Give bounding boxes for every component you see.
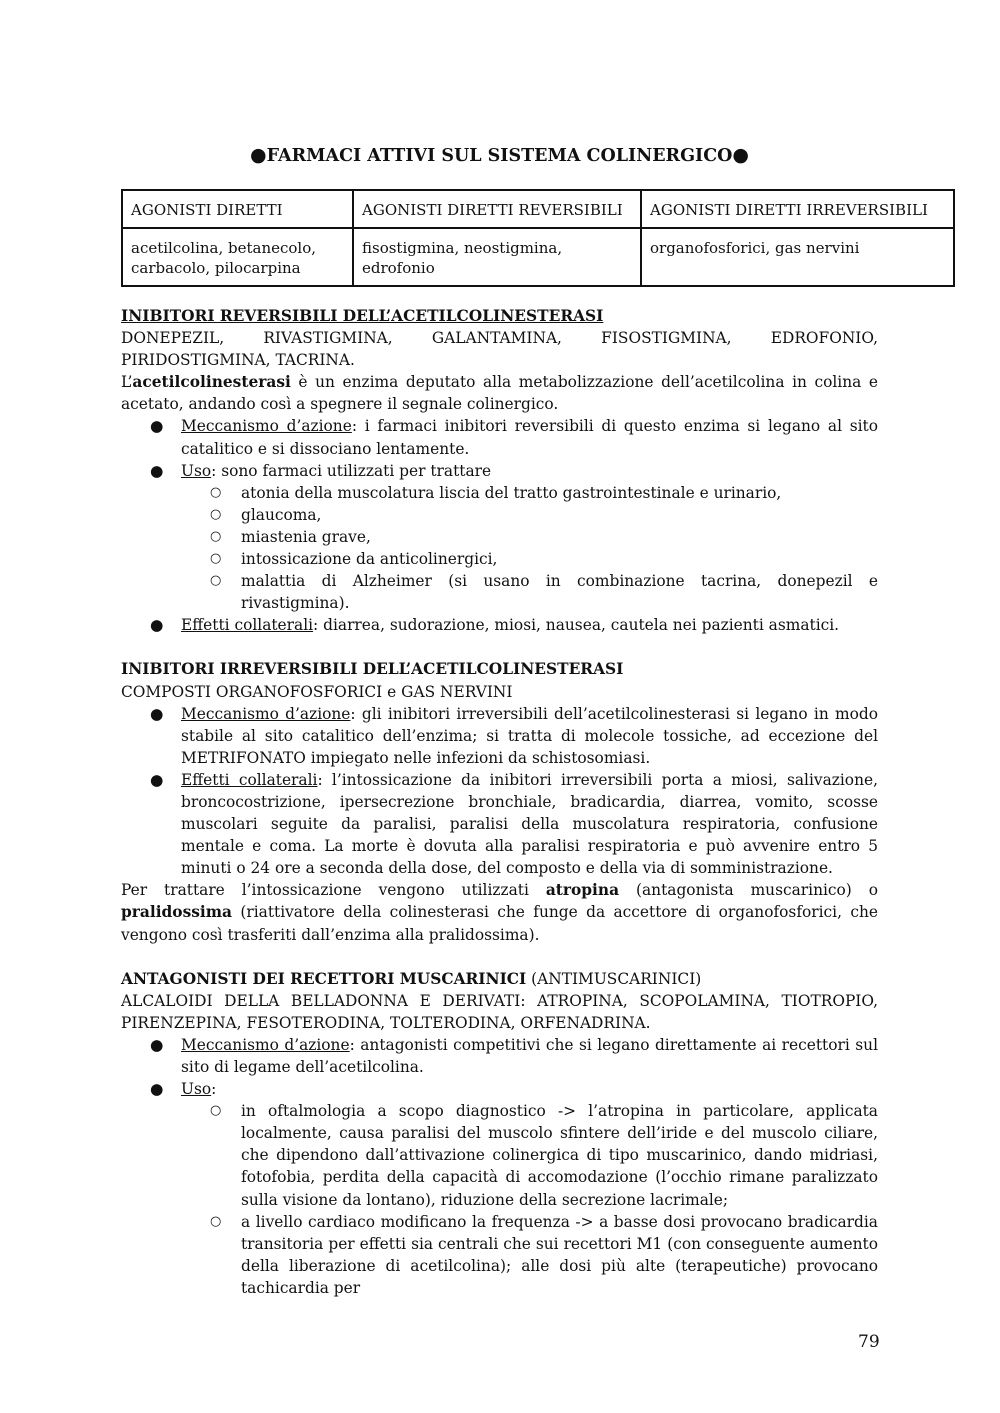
sub-list-item: ○ intossicazione da anticolinergici, [181, 548, 878, 570]
agonists-table [121, 189, 955, 287]
paragraph: Per trattare l’intossicazione vengono utilizzati atropina (antagonista muscarinico) o pralidossima (riattivatore della colinesterasi che funge da accettore di organofosforici, che vengono così trasferiti dall’enzima alla pralidossima). [121, 881, 878, 944]
table-cell: organofosforici, gas nervini [641, 228, 954, 286]
table-header-cell: AGONISTI DIRETTI REVERSIBILI [353, 190, 641, 228]
bullet-icon: ● [150, 417, 164, 436]
bullet-list [121, 703, 878, 880]
subheading: COMPOSTI ORGANOFOSFORICI e GAS NERVINI [121, 682, 513, 701]
section-heading: ANTAGONISTI DEI RECETTORI MUSCARINICI (ANTIMUSCARINICI) [121, 969, 702, 988]
table-row [122, 228, 954, 286]
brain-icon: ● [732, 144, 749, 166]
circle-bullet-icon: ○ [210, 506, 222, 522]
circle-bullet-icon: ○ [210, 1103, 222, 1119]
sub-list-item: ○ miastenia grave, [181, 526, 878, 548]
sub-list-item: ○ atonia della muscolatura liscia del tratto gastrointestinale e urinario, [181, 482, 878, 504]
list-item: ● Uso: sono farmaci utilizzati per trattare ○ atonia della muscolatura liscia del tratto gastrointestinale e urinario, ○ glaucoma, ○ miastenia grave, ○ intossicazione da anticolinergici, ○ malattia di Alzheimer (si usano in combinazione tacrina, donepezil e rivastigmina). [121, 460, 878, 615]
page-number: 79 [858, 1332, 880, 1352]
list-item: ● Effetti collaterali: diarrea, sudorazione, miosi, nausea, cautela nei pazienti asmatici. [121, 614, 878, 636]
bullet-icon: ● [150, 461, 164, 480]
circle-bullet-icon: ○ [210, 573, 222, 589]
document-body [121, 305, 878, 1299]
bullet-icon: ● [150, 770, 164, 789]
page-title: ●FARMACI ATTIVI SUL SISTEMA COLINERGICO● [250, 144, 749, 166]
sub-list-item: ○ malattia di Alzheimer (si usano in combinazione tacrina, donepezil e rivastigmina). [210, 572, 878, 613]
sub-list-item: ○ glaucoma, [181, 504, 878, 526]
section-heading: INIBITORI REVERSIBILI DELL’ACETILCOLINESTERASI [121, 307, 604, 325]
list-item: ● Effetti collaterali: l’intossicazione da inibitori irreversibili porta a miosi, salivazione, broncocostrizione, ipersecrezione bronchiale, bradicardia, diarrea, vomito, scosse muscolari seguite da paralisi, paralisi della muscolatura respiratoria, confusione mentale e coma. La morte è dovuta alla paralisi respiratoria e può avvenire entro 5 minuti o 24 ore a seconda della dose, del composto e della via di somministrazione. [150, 770, 878, 878]
table-cell: fisostigmina, neostigmina, edrofonio [353, 228, 641, 286]
drug-list: DONEPEZIL, RIVASTIGMINA, GALANTAMINA, FISOSTIGMINA, EDROFONIO, PIRIDOSTIGMINA, TACRINA. [121, 329, 878, 370]
sub-list-item: ○ in oftalmologia a scopo diagnostico -> l’atropina in particolare, applicata localmente, causa paralisi del muscolo sfintere dell’iride e del muscolo ciliare, che dipendono dall’attivazione colinergica di tipo muscarinico, dando midriasi, fotofobia, perdita della capacità di accomodazione (l’occhio rimane paralizzato sulla visione da lontano), riduzione della secrezione lacrimale; [210, 1102, 878, 1209]
circle-bullet-icon: ○ [210, 551, 222, 567]
bullet-icon: ● [150, 704, 164, 723]
bullet-icon: ● [150, 1035, 164, 1054]
bullet-list [121, 415, 878, 636]
bullet-icon: ● [150, 1080, 164, 1099]
brain-icon: ● [250, 144, 267, 166]
section-heading: INIBITORI IRREVERSIBILI DELL’ACETILCOLINESTERASI [121, 660, 624, 679]
list-item: ● Uso: ○ in oftalmologia a scopo diagnostico -> l’atropina in particolare, applicata localmente, causa paralisi del muscolo sfintere dell’iride e del muscolo ciliare, che dipendono dall’attivazione colinergica di tipo muscarinico, dando midriasi, fotofobia, perdita della capacità di accomodazione (l’occhio rimane paralizzato sulla visione da lontano), riduzione della secrezione lacrimale; ○ a livello cardiaco modificano la frequenza -> a basse dosi provocano bradicardia transitoria per effetti sia centrali che sui recettori M1 (con conseguente aumento della liberazione di acetilcolina); alle dosi più alte (terapeutiche) provocano tachicardia per [121, 1078, 878, 1299]
circle-bullet-icon: ○ [210, 528, 222, 544]
bullet-icon: ● [150, 616, 164, 635]
sub-list [181, 482, 878, 615]
bullet-list [121, 1034, 878, 1299]
list-item: ● Meccanismo d’azione: i farmaci inibitori reversibili di questo enzima si legano al sito catalitico e si dissociano lentamente. [150, 417, 878, 458]
circle-bullet-icon: ○ [210, 1213, 222, 1229]
sub-list-item: ○ a livello cardiaco modificano la frequenza -> a basse dosi provocano bradicardia transitoria per effetti sia centrali che sui recettori M1 (con conseguente aumento della liberazione di acetilcolina); alle dosi più alte (terapeutiche) provocano tachicardia per [210, 1212, 878, 1297]
sub-list [181, 1100, 878, 1299]
drug-list: ALCALOIDI DELLA BELLADONNA E DERIVATI: ATROPINA, SCOPOLAMINA, TIOTROPIO, PIRENZEPINA, FESOTERODINA, TOLTERODINA, ORFENADRINA. [121, 991, 878, 1032]
table-header-cell: AGONISTI DIRETTI [122, 190, 353, 228]
table-header-row [122, 190, 954, 228]
paragraph: L’acetilcolinesterasi è un enzima deputato alla metabolizzazione dell’acetilcolina in colina e acetato, andando così a spegnere il segnale colinergico. [121, 373, 878, 414]
table-header-cell: AGONISTI DIRETTI IRREVERSIBILI [641, 190, 954, 228]
circle-bullet-icon: ○ [210, 484, 222, 500]
list-item: ● Meccanismo d’azione: antagonisti competitivi che si legano direttamente ai recettori sul sito di legame dell’acetilcolina. [150, 1035, 878, 1076]
list-item: ● Meccanismo d’azione: gli inibitori irreversibili dell’acetilcolinesterasi si legano in modo stabile al sito catalitico dell’enzima; si tratta di molecole tossiche, ad eccezione del METRIFONATO impiegato nelle infezioni da schistosomiasi. [150, 704, 878, 767]
table-cell: acetilcolina, betanecolo, carbacolo, pilocarpina [122, 228, 353, 286]
